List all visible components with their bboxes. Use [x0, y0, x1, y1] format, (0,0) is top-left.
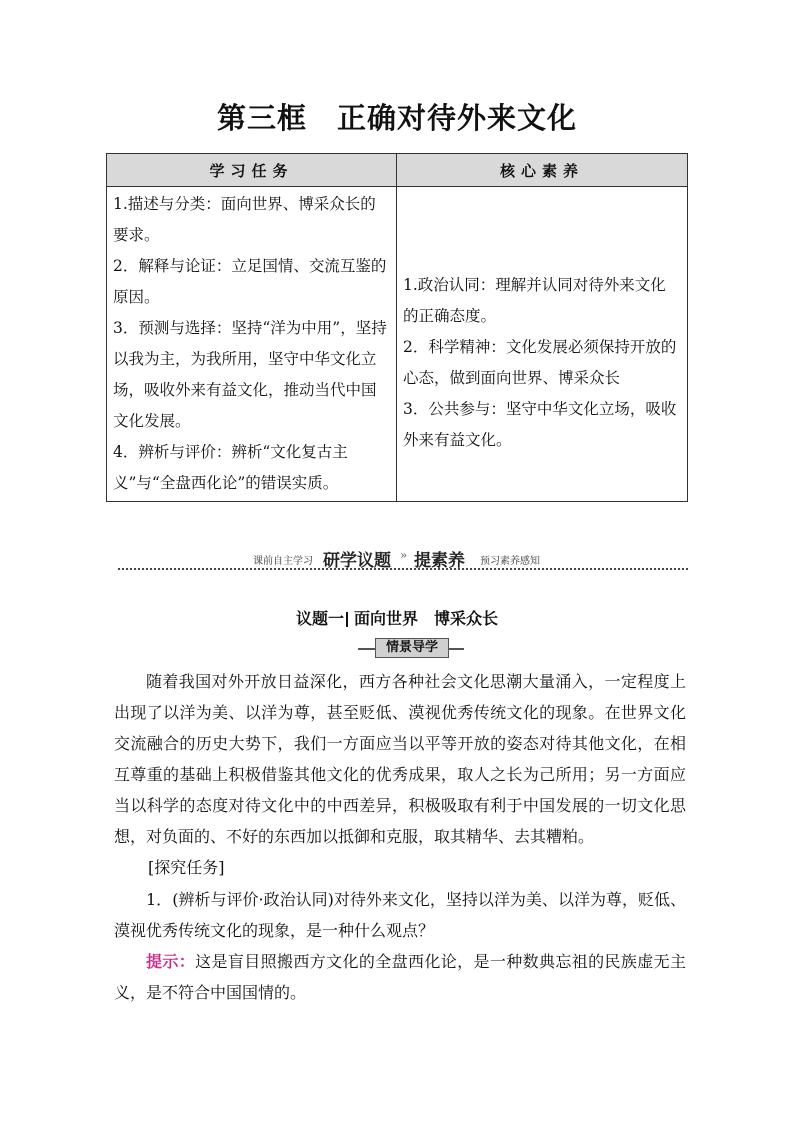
learning-goals-table — [106, 153, 688, 502]
hint-text: 这是盲目照搬西方文化的全盘西化论，是一种数典忘祖的民族虚无主义，是不符合中国国情的。 — [114, 952, 686, 1002]
banner-title-left: 研学议题 — [323, 551, 391, 571]
literacy-item: 1.政治认同：理解并认同对待外来文化的正确态度。 — [403, 276, 666, 325]
core-literacy-cell — [397, 187, 688, 502]
header-learning-tasks: 学习任务 — [107, 154, 397, 187]
table-header-row — [107, 154, 688, 187]
section-banner — [118, 548, 688, 572]
hint-label: 提示： — [146, 952, 196, 971]
task-label: [探究任务] — [148, 858, 225, 877]
header-core-literacy: 核心素养 — [397, 154, 688, 187]
banner-left-caption: 课前自主学习 — [253, 556, 313, 567]
banner-title-right: 提素养 — [414, 551, 465, 571]
question-1: 1．(辨析与评价·政治认同)对待外来文化，坚持以洋为美、以洋为尊，贬低、漠视优秀传统文化的现象，是一种什么观点？ — [114, 890, 686, 940]
task-item: 1.描述与分类：面向世界、博采众长的要求。 — [113, 195, 376, 244]
page-title: 第三框 正确对待外来文化 — [216, 101, 577, 135]
banner-divider — [118, 568, 688, 570]
table-row — [107, 187, 688, 502]
topic-heading — [0, 606, 794, 629]
literacy-item: 3．公共参与：坚守中华文化立场，吸收外来有益文化。 — [403, 400, 677, 449]
literacy-item: 2．科学精神：文化发展必须保持开放的心态，做到面向世界、博采众长 — [403, 338, 677, 387]
task-item: 2．解释与论证：立足国情、交流互鉴的原因。 — [113, 257, 387, 306]
hint-paragraph — [114, 946, 686, 1008]
topic-text: 面向世界 博采众长 — [354, 609, 499, 628]
topic-label: 议题一 — [295, 609, 344, 628]
chevron-right-icon: » — [400, 548, 408, 562]
task-item: 3．预测与选择：坚持“洋为中用”，坚持以我为主，为我所用，坚守中华文化立场，吸收外来有益文化，推动当代中国文化发展。 — [113, 319, 387, 430]
banner-right-caption: 预习素养感知 — [480, 556, 540, 567]
scenario-tag — [358, 637, 464, 659]
scenario-paragraph: 随着我国对外开放日益深化，西方各种社会文化思潮大量涌入，一定程度上出现了以洋为美、以洋为尊，甚至贬低、漠视优秀传统文化的现象。在世界文化交流融合的历史大势下，我们一方面应当以平等开放的姿态对待其他文化，在相互尊重的基础上积极借鉴其他文化的优秀成果，取人之长为己所用；另一方面应当以科学的态度对待文化中的中西差异，积极吸取有利于中国发展的一切文化思想，对负面的、不好的东西加以抵御和克服，取其精华、去其糟粕。 — [114, 672, 686, 846]
task-item: 4．辨析与评价：辨析“文化复古主义”与“全盘西化论”的错误实质。 — [113, 443, 348, 492]
topic-separator — [346, 612, 348, 627]
learning-tasks-cell — [107, 187, 397, 502]
tag-label: 情景导学 — [375, 638, 449, 658]
